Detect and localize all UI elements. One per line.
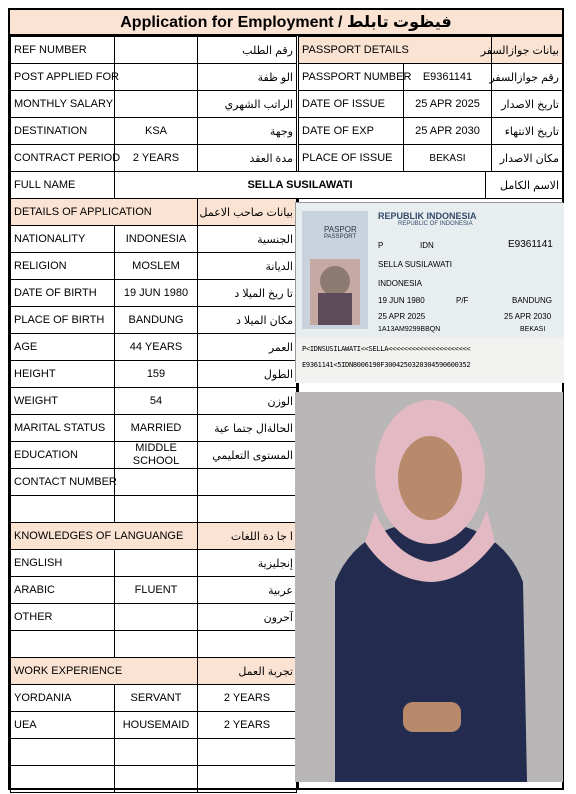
row-height <box>11 361 297 388</box>
label-ar: الوزن <box>198 388 297 415</box>
pp-name: SELLA SUSILAWATI <box>378 260 452 269</box>
label-ar: الو ظفة <box>198 64 297 91</box>
passport-details-table <box>298 36 563 172</box>
row-passport-number <box>299 64 563 91</box>
label-ar: مكان الميلا د <box>198 307 297 334</box>
value: 44 YEARS <box>115 334 198 361</box>
label-ar: إنجليزية <box>198 550 297 577</box>
blank-cell <box>115 766 198 793</box>
value: MOSLEM <box>115 253 198 280</box>
label-en: MARITAL STATUS <box>11 415 115 442</box>
header-en: DETAILS OF APPLICATION <box>11 199 198 226</box>
value <box>115 469 198 496</box>
row-ref <box>11 37 297 64</box>
application-form <box>8 8 564 790</box>
row-dob <box>11 280 297 307</box>
label-en: DATE OF BIRTH <box>11 280 115 307</box>
value: MIDDLE SCHOOL <box>115 442 198 469</box>
header-ar: ا جا دة اللغات <box>198 523 297 550</box>
left-table <box>10 36 297 172</box>
row-marital <box>11 415 297 442</box>
label-ar: تا ريخ الميلا د <box>198 280 297 307</box>
label-ar: الجنسية <box>198 226 297 253</box>
work-job: SERVANT <box>115 685 198 712</box>
blank-cell <box>198 496 297 523</box>
label-en: WEIGHT <box>11 388 115 415</box>
row-details-header <box>11 199 297 226</box>
label-en: PASSPORT NUMBER <box>299 64 404 91</box>
label-en: AGE <box>11 334 115 361</box>
blank-cell <box>11 631 115 658</box>
work-place: YORDANIA <box>11 685 115 712</box>
label-ar: رقم الطلب <box>198 37 297 64</box>
value: KSA <box>115 118 198 145</box>
row-place-issue <box>299 145 563 172</box>
passport-scan <box>295 202 563 382</box>
label-en: PLACE OF ISSUE <box>299 145 404 172</box>
row-destination <box>11 118 297 145</box>
blank-cell <box>11 766 115 793</box>
blank-cell <box>115 496 198 523</box>
label-ar <box>198 469 297 496</box>
label-en: FULL NAME <box>11 172 115 199</box>
row-contract <box>11 145 297 172</box>
pp-issue: 25 APR 2025 <box>378 312 426 321</box>
label-en: DATE OF EXP <box>299 118 404 145</box>
row-english <box>11 550 297 577</box>
label-en: POST APPLIED FOR <box>11 64 115 91</box>
value: INDONESIA <box>115 226 198 253</box>
label-ar: الديانة <box>198 253 297 280</box>
value: 25 APR 2025 <box>404 91 492 118</box>
label-ar: تاريخ الاصدار <box>492 91 563 118</box>
value: MARRIED <box>115 415 198 442</box>
value: BANDUNG <box>115 307 198 334</box>
work-place: UEA <box>11 712 115 739</box>
passport-label: PASSPORT <box>324 234 357 240</box>
row-nationality <box>11 226 297 253</box>
value: E9361141 <box>404 64 492 91</box>
value <box>115 550 198 577</box>
blank-cell <box>115 631 198 658</box>
paspor-label: PASPOR <box>324 225 357 234</box>
label-ar: عربية <box>198 577 297 604</box>
pp-reg: 1A13AM9299BBQN <box>378 326 441 333</box>
row-blank <box>11 631 297 658</box>
details-table <box>10 198 297 793</box>
row-salary <box>11 91 297 118</box>
header-en: PASSPORT DETAILS <box>299 37 492 64</box>
row-blank <box>11 496 297 523</box>
value <box>115 604 198 631</box>
row-blank <box>11 739 297 766</box>
blank-cell <box>11 739 115 766</box>
pp-mrz-1: P<IDNSUSILAWATI<<SELLA<<<<<<<<<<<<<<<<<<<<< <box>302 345 471 353</box>
row-religion <box>11 253 297 280</box>
blank-cell <box>198 766 297 793</box>
label-en: PLACE OF BIRTH <box>11 307 115 334</box>
value <box>115 64 198 91</box>
row-post <box>11 64 297 91</box>
pp-mrz-2: E9361141<5IDN8006190F3004250320304590600352 <box>302 361 471 369</box>
label-en: CONTRACT PERIOD <box>11 145 115 172</box>
row-weight <box>11 388 297 415</box>
label-ar: مدة العقد <box>198 145 297 172</box>
label-ar: الاسم الكامل <box>486 172 563 199</box>
value: FLUENT <box>115 577 198 604</box>
label-en: OTHER <box>11 604 115 631</box>
row-pob <box>11 307 297 334</box>
label-en: HEIGHT <box>11 361 115 388</box>
value <box>115 91 198 118</box>
pp-expiry: 25 APR 2030 <box>504 312 552 321</box>
pp-nationality: INDONESIA <box>378 279 423 288</box>
work-job: HOUSEMAID <box>115 712 198 739</box>
pp-code: IDN <box>420 241 434 250</box>
label-en: EDUCATION <box>11 442 115 469</box>
pp-office: BEKASI <box>520 326 546 333</box>
pp-pob: BANDUNG <box>512 296 553 305</box>
row-passport-header <box>299 37 563 64</box>
header-ar: بيانات جوازالسفر <box>492 37 563 64</box>
blank-cell <box>11 496 115 523</box>
pp-sex: P/F <box>456 296 469 305</box>
label-ar: الطول <box>198 361 297 388</box>
header-ar: تجربة العمل <box>198 658 297 685</box>
header-en: KNOWLEDGES OF LANGUANGE <box>11 523 198 550</box>
label-en: ENGLISH <box>11 550 115 577</box>
row-work-2 <box>11 712 297 739</box>
blank-cell <box>198 739 297 766</box>
row-languages-header <box>11 523 297 550</box>
row-work-1 <box>11 685 297 712</box>
republic-title-en: REPUBLIC OF INDONESIA <box>398 221 473 227</box>
value: 159 <box>115 361 198 388</box>
label-ar: آحرون <box>198 604 297 631</box>
full-name-table <box>10 171 563 199</box>
label-en: RELIGION <box>11 253 115 280</box>
blank-cell <box>198 631 297 658</box>
row-work-header <box>11 658 297 685</box>
row-arabic <box>11 577 297 604</box>
row-age <box>11 334 297 361</box>
row-blank <box>11 766 297 793</box>
row-full-name <box>11 172 563 199</box>
value: 25 APR 2030 <box>404 118 492 145</box>
label-ar: رقم جوازالسفر <box>492 64 563 91</box>
value: 54 <box>115 388 198 415</box>
applicant-photo <box>295 392 563 782</box>
row-education <box>11 442 297 469</box>
label-ar: الراتب الشهري <box>198 91 297 118</box>
label-ar: العمر <box>198 334 297 361</box>
republic-title: REPUBLIK INDONESIA <box>378 211 477 221</box>
photo-graphic <box>295 392 563 782</box>
pp-type: P <box>378 241 384 250</box>
header-en: WORK EXPERIENCE <box>11 658 198 685</box>
label-ar: مكان الاصدار <box>492 145 563 172</box>
label-en: NATIONALITY <box>11 226 115 253</box>
form-title: Application for Employment / فيظوت تابلط <box>10 10 562 36</box>
value <box>115 37 198 64</box>
label-ar: تاريخ الانتهاء <box>492 118 563 145</box>
row-other <box>11 604 297 631</box>
pp-dob: 19 JUN 1980 <box>378 296 425 305</box>
label-en: DESTINATION <box>11 118 115 145</box>
label-ar: وجهة <box>198 118 297 145</box>
label-en: REF NUMBER <box>11 37 115 64</box>
label-en: DATE OF ISSUE <box>299 91 404 118</box>
work-years: 2 YEARS <box>198 685 297 712</box>
label-ar: الحالةال جتما عية <box>198 415 297 442</box>
pp-number: E9361141 <box>508 239 553 250</box>
label-en: ARABIC <box>11 577 115 604</box>
blank-cell <box>115 739 198 766</box>
label-en: MONTHLY SALARY <box>11 91 115 118</box>
label-ar: المستوى التعليمي <box>198 442 297 469</box>
row-date-exp <box>299 118 563 145</box>
row-contact <box>11 469 297 496</box>
header-ar: بيانات صاحب الاعمل <box>198 199 297 226</box>
work-years: 2 YEARS <box>198 712 297 739</box>
value: BEKASI <box>404 145 492 172</box>
row-date-issue <box>299 91 563 118</box>
label-en: CONTACT NUMBER <box>11 469 115 496</box>
full-name-value: SELLA SUSILAWATI <box>115 172 486 199</box>
value: 19 JUN 1980 <box>115 280 198 307</box>
value: 2 YEARS <box>115 145 198 172</box>
